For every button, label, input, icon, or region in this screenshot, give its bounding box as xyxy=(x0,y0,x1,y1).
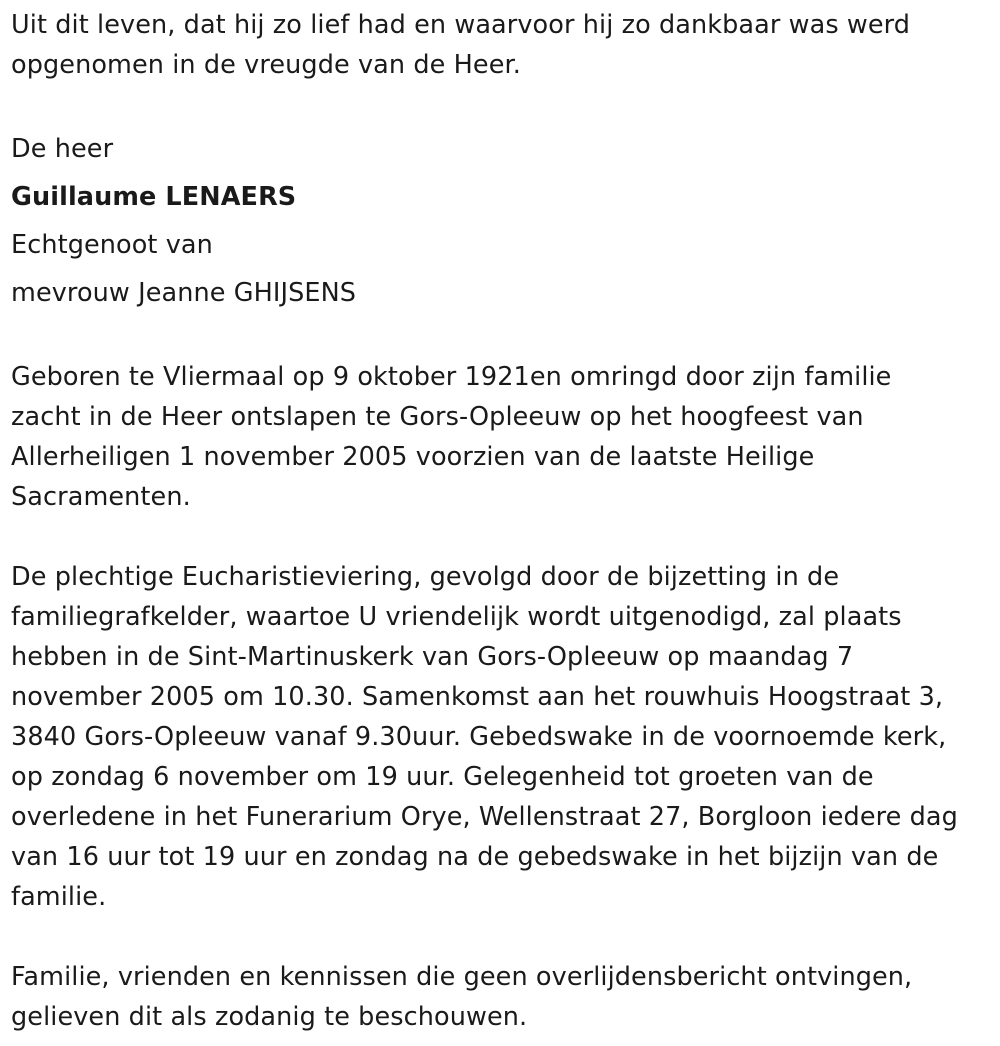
spacer xyxy=(11,317,996,357)
closing-paragraph: Familie, vrienden en kennissen die geen overlijdensbericht ontvingen, gelieven dit als zodanig te beschouwen. xyxy=(11,962,913,1032)
spacer xyxy=(11,517,996,557)
spouse-label: Echtgenoot van xyxy=(11,230,213,260)
deceased-name: Guillaume LENAERS xyxy=(11,182,297,212)
birth-death-paragraph: Geboren te Vliermaal op 9 oktober 1921en omringd door zijn familie zacht in de Heer ontslapen te Gors-Opleeuw op het hoogfeest van Allerheiligen 1 november 2005 voorzien van de laatste Heilige Sacramenten. xyxy=(11,362,892,512)
intro-paragraph: Uit dit leven, dat hij zo lief had en waarvoor hij zo dankbaar was werd opgenomen in de vreugde van de Heer. xyxy=(11,10,911,80)
spouse-name: mevrouw Jeanne GHIJSENS xyxy=(11,278,357,308)
obituary-document xyxy=(11,5,996,1037)
spacer xyxy=(11,917,996,957)
ceremony-paragraph: De plechtige Eucharistieviering, gevolgd door de bijzetting in de familiegrafkelder, waartoe U vriendelijk wordt uitgenodigd, zal plaats hebben in de Sint-Martinuskerk van Gors-Opleeuw op maandag 7 november 2005 om 10.30. Samenkomst aan het rouwhuis Hoogstraat 3, 3840 Gors-Opleeuw vanaf 9.30uur. Gebedswake in de voornoemde kerk, op zondag 6 november om 19 uur. Gelegenheid tot groeten van de overledene in het Funerarium Orye, Wellenstraat 27, Borgloon iedere dag van 16 uur tot 19 uur en zondag na de gebedswake in het bijzijn van de familie. xyxy=(11,562,958,912)
spacer xyxy=(11,85,996,125)
salutation: De heer xyxy=(11,134,114,164)
